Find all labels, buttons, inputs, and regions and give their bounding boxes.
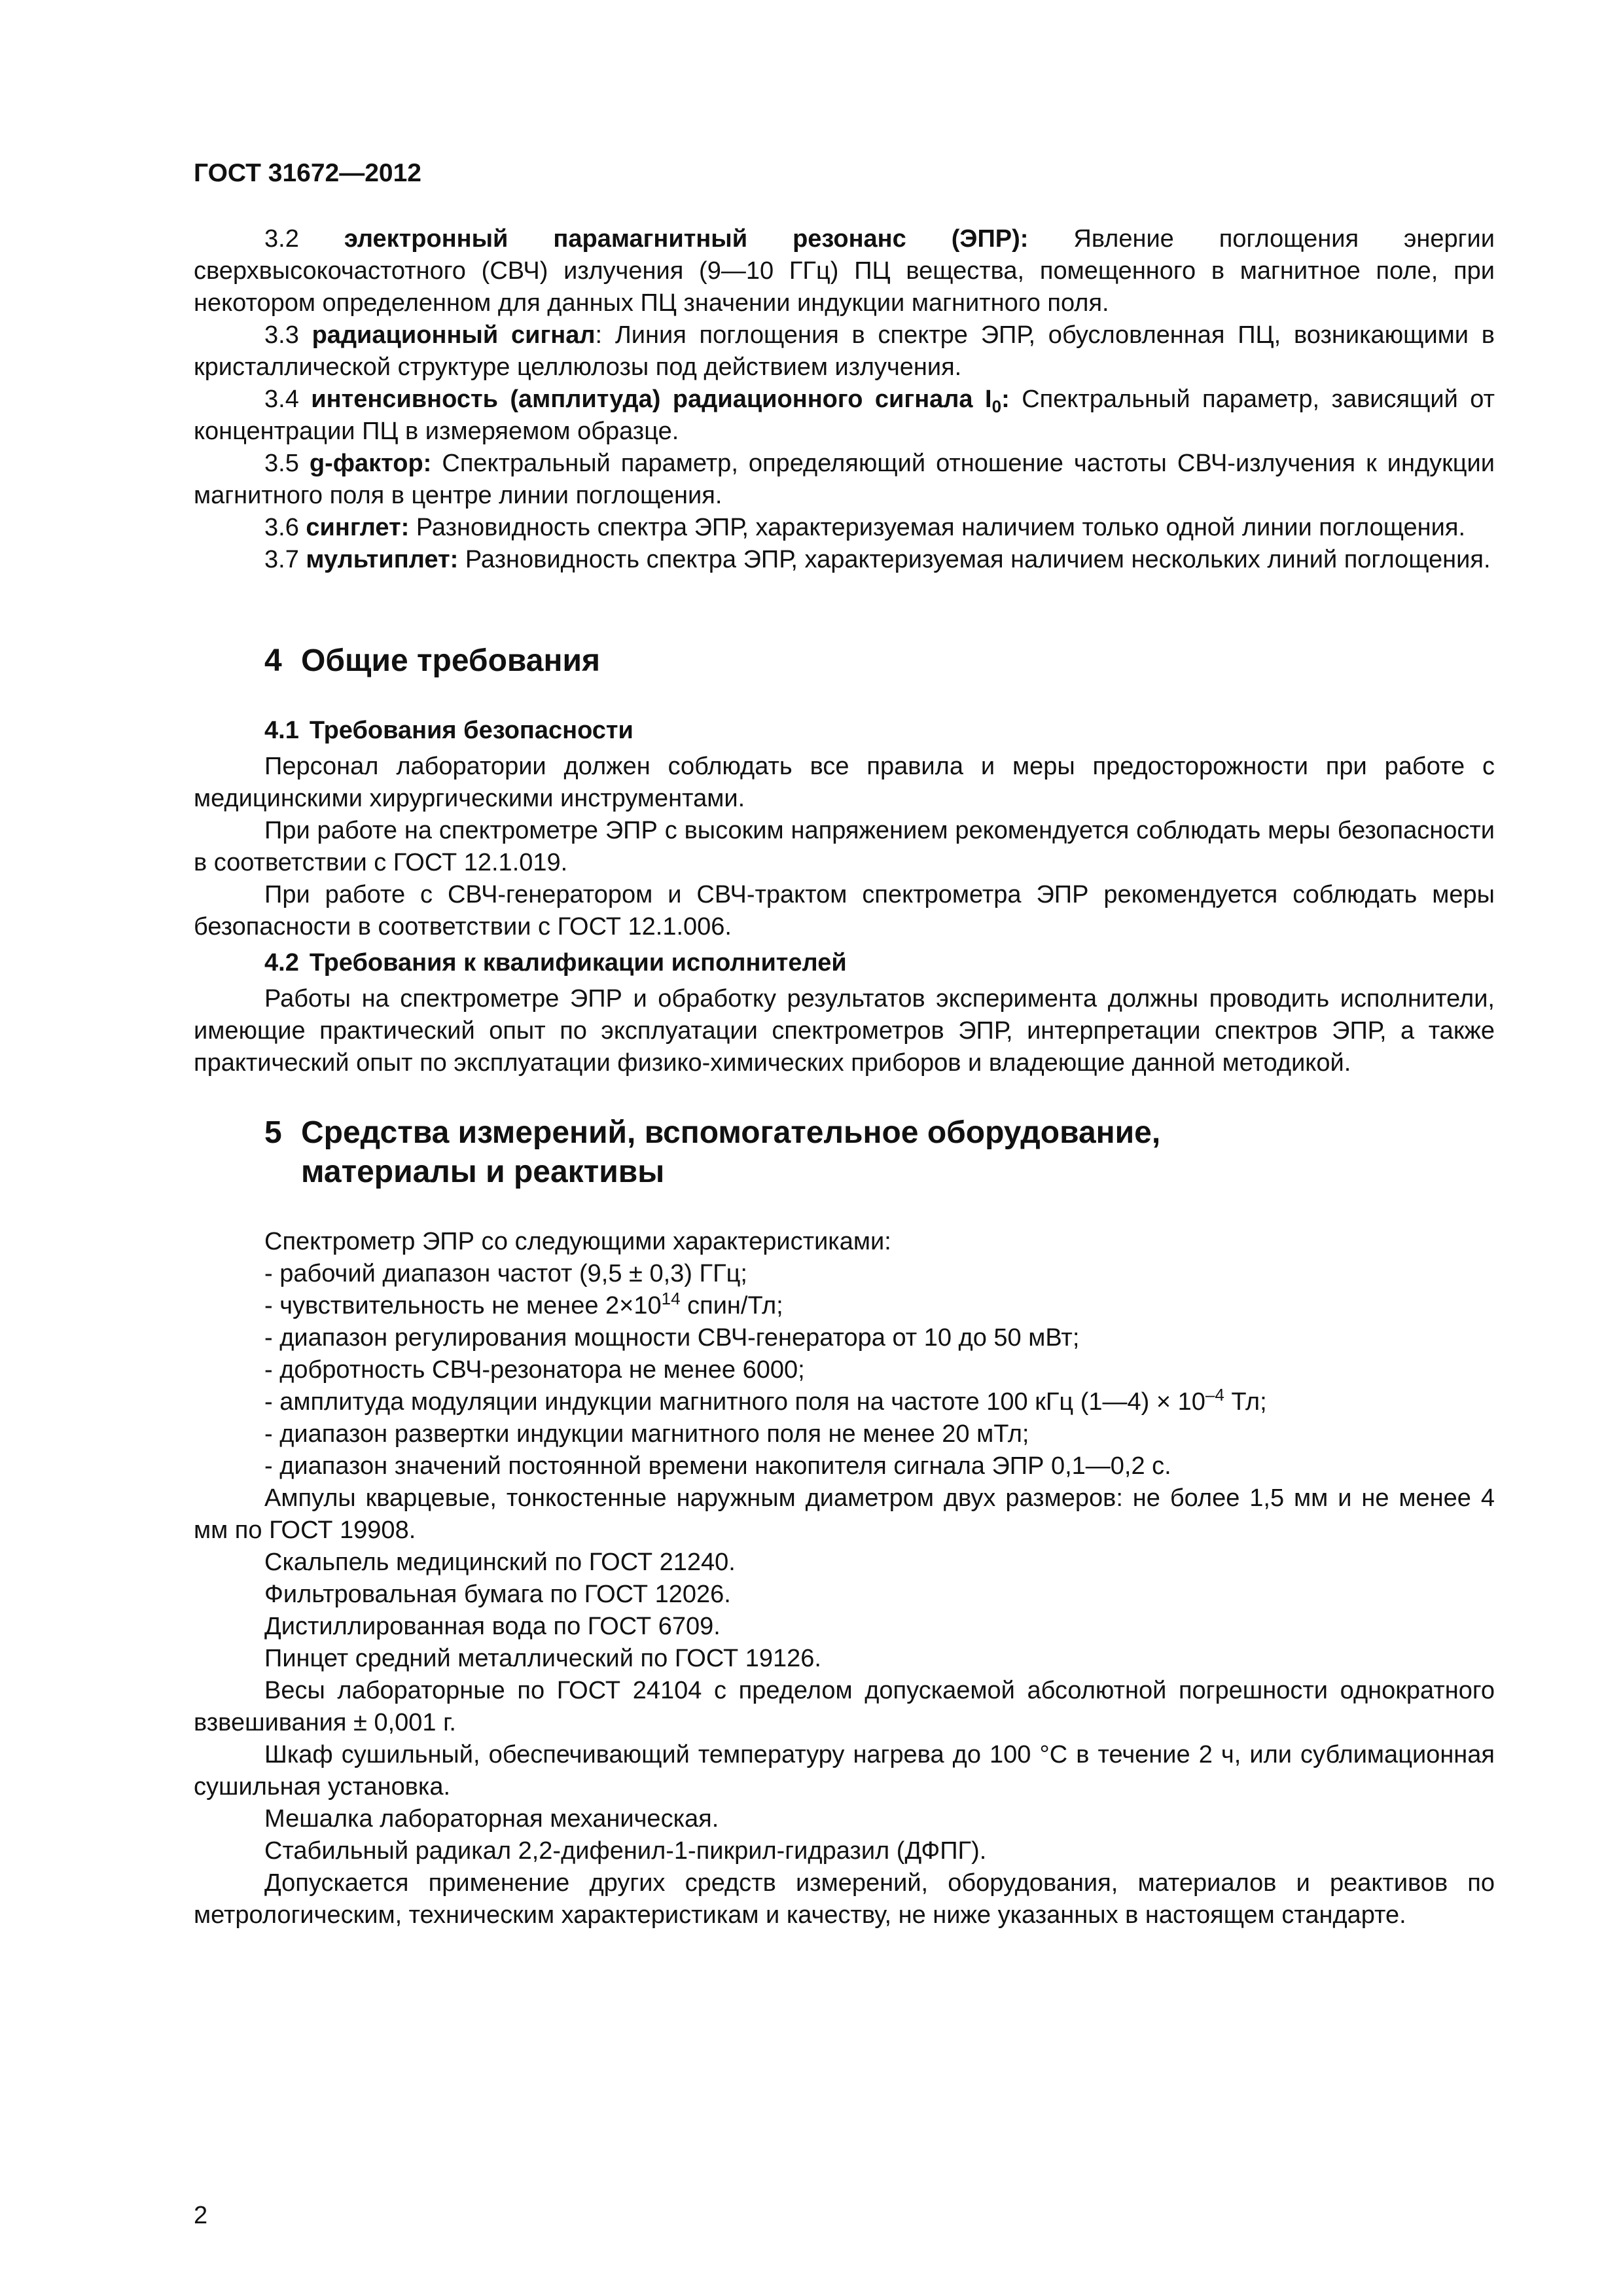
document-header: ГОСТ 31672—2012	[194, 159, 421, 187]
paragraph: При работе на спектрометре ЭПР с высоким напряжением рекомендуется соблюдать меры безопасности в соответствии с ГОСТ 12.1.019.	[194, 817, 1495, 876]
list-item: - рабочий диапазон частот (9,5 ± 0,3) ГГц;	[264, 1260, 747, 1287]
term-definition: Спектральный параметр, определяющий отношение частоты СВЧ-излучения к индукции магнитного поля в центре линии поглощения.	[194, 450, 1495, 509]
term-name: интенсивность (амплитуда) радиационного сигнала $I_0$:	[311, 386, 1010, 416]
term-definition: Спектральный параметр, зависящий от концентрации ПЦ в измеряемом образце.	[194, 386, 1495, 445]
section-5-heading: 5 Средства измерений, вспомогательное оборудование, материалы и реактивы	[264, 1115, 1161, 1189]
term-definition: Явление поглощения энергии сверхвысокочастотного (СВЧ) излучения (9—10 ГГц) ПЦ вещества, помещенного в магнитное поле, при некотором определенном для данных ПЦ значении индукции магнитного поля.	[194, 225, 1495, 317]
paragraph: Скальпель медицинский по ГОСТ 21240.	[264, 1549, 736, 1576]
page-number: 2	[194, 2202, 208, 2229]
paragraph: Стабильный радикал 2,2-дифенил-1-пикрил-гидразил (ДФПГ).	[264, 1837, 987, 1865]
term-definition: Разновидность спектра ЭПР, характеризуемая наличием нескольких линий поглощения.	[465, 546, 1491, 573]
term-3-6: 3.6 синглет: Разновидность спектра ЭПР, характеризуемая наличием только одной линии поглощения.	[264, 514, 1466, 541]
paragraph: При работе с СВЧ-генератором и СВЧ-трактом спектрометра ЭПР рекомендуется соблюдать меры безопасности в соответствии с ГОСТ 12.1.006.	[194, 881, 1495, 941]
paragraph: Мешалка лабораторная механическая.	[264, 1805, 719, 1833]
term-name: g-фактор:	[309, 450, 432, 477]
paragraph: Спектрометр ЭПР со следующими характеристиками:	[264, 1228, 891, 1255]
list-item: - диапазон регулирования мощности СВЧ-генератора от 10 до 50 мВт;	[264, 1324, 1080, 1352]
term-name: синглет:	[306, 514, 410, 541]
paragraph: Персонал лаборатории должен соблюдать все правила и меры предосторожности при работе с медицинскими хирургическими инструментами.	[194, 753, 1495, 812]
term-3-2: 3.2 электронный парамагнитный резонанс (ЭПР): Явление поглощения энергии сверхвысокочастотного (СВЧ) излучения (9—10 ГГц) ПЦ вещества, помещенного в магнитное поле, при некотором определенном для данных ПЦ значении индукции магнитного поля.	[194, 225, 1495, 317]
term-name: радиационный сигнал	[312, 321, 596, 349]
term-definition: : Линия поглощения в спектре ЭПР, обусловленная ПЦ, возникающими в кристаллической структуре целлюлозы под действием излучения.	[194, 321, 1495, 381]
paragraph: Работы на спектрометре ЭПР и обработку результатов эксперимента должны проводить исполнители, имеющие практический опыт по эксплуатации спектрометров ЭПР, интерпретации спектров ЭПР, а также практический опыт по эксплуатации физико-химических приборов и владеющие данной методикой.	[194, 985, 1495, 1077]
paragraph: Шкаф сушильный, обеспечивающий температуру нагрева до 100 °С в течение 2 ч, или сублимационная сушильная установка.	[194, 1741, 1495, 1801]
paragraph: Пинцет средний металлический по ГОСТ 19126.	[264, 1645, 821, 1672]
term-3-3: 3.3 радиационный сигнал: Линия поглощения в спектре ЭПР, обусловленная ПЦ, возникающими в кристаллической структуре целлюлозы под действием излучения.	[194, 321, 1495, 381]
list-item: - добротность СВЧ-резонатора не менее 6000;	[264, 1356, 805, 1384]
paragraph: Дистиллированная вода по ГОСТ 6709.	[264, 1613, 721, 1640]
list-item: - амплитуда модуляции индукции магнитного поля на частоте 100 кГц (1—4) × $10^{-4}$ Тл;	[264, 1385, 1267, 1416]
list-item: - диапазон развертки индукции магнитного поля не менее 20 мТл;	[264, 1420, 1029, 1448]
paragraph: Весы лабораторные по ГОСТ 24104 с пределом допускаемой абсолютной погрешности однократного взвешивания ± 0,001 г.	[194, 1677, 1495, 1736]
page-content	[194, 157, 1495, 1931]
term-definition: Разновидность спектра ЭПР, характеризуемая наличием только одной линии поглощения.	[416, 514, 1466, 541]
term-3-4: 3.4 интенсивность (амплитуда) радиационного сигнала $I_0$: Спектральный параметр, зависящий от концентрации ПЦ в измеряемом образце.	[194, 386, 1495, 445]
term-name: мультиплет:	[306, 546, 459, 573]
subsection-4-2-heading: 4.2 Требования к квалификации исполнителей	[264, 949, 847, 977]
list-item: - чувствительность не менее $2\times 10^{14}$ спин/Тл;	[264, 1289, 783, 1319]
list-item: - диапазон значений постоянной времени накопителя сигнала ЭПР 0,1—0,2 с.	[264, 1452, 1171, 1480]
section-4-heading: 4 Общие требования	[264, 643, 600, 678]
subsection-4-1-heading: 4.1 Требования безопасности	[264, 717, 633, 744]
paragraph: Фильтровальная бумага по ГОСТ 12026.	[264, 1581, 731, 1608]
paragraph: Допускается применение других средств измерений, оборудования, материалов и реактивов по метрологическим, техническим характеристикам и качеству, не ниже указанных в настоящем стандарте.	[194, 1869, 1495, 1929]
term-name: электронный парамагнитный резонанс (ЭПР):	[344, 225, 1029, 253]
term-3-7: 3.7 мультиплет: Разновидность спектра ЭПР, характеризуемая наличием нескольких линий поглощения.	[264, 546, 1491, 573]
term-3-5: 3.5 g-фактор: Спектральный параметр, определяющий отношение частоты СВЧ-излучения к индукции магнитного поля в центре линии поглощения.	[194, 450, 1495, 509]
paragraph: Ампулы кварцевые, тонкостенные наружным диаметром двух размеров: не более 1,5 мм и не менее 4 мм по ГОСТ 19908.	[194, 1484, 1495, 1544]
